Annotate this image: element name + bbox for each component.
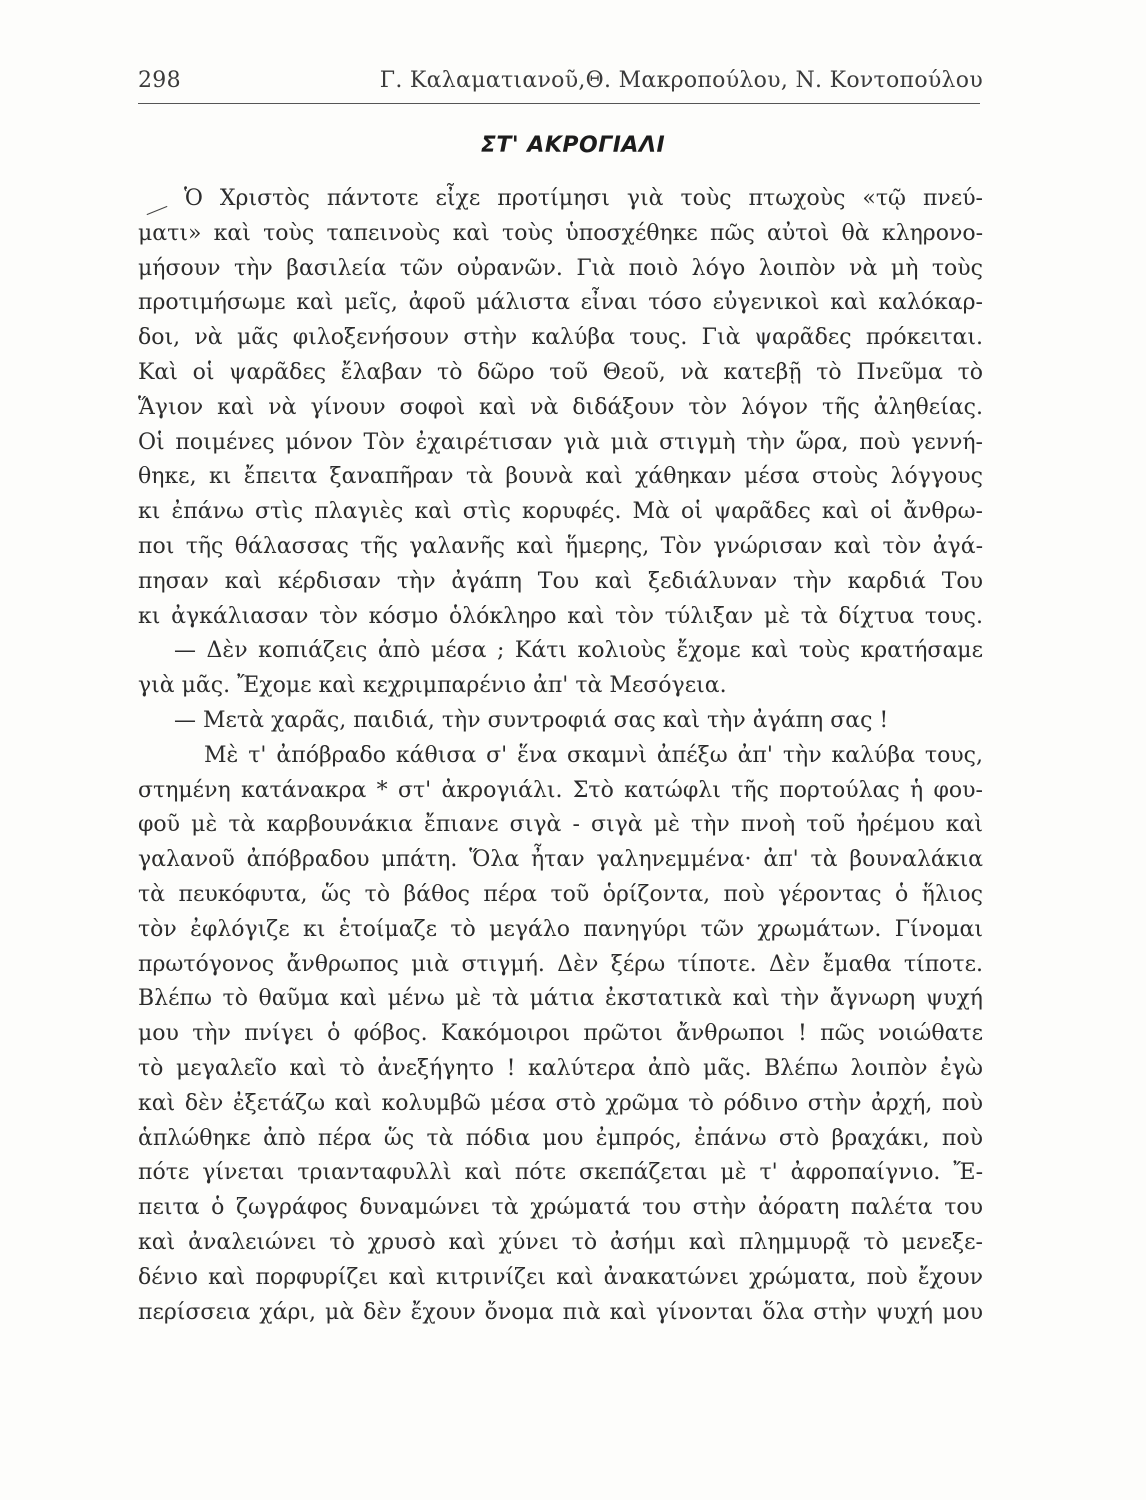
text-line: πρωτόγονος ἄνθρωπος μιὰ στιγμή. Δὲν ξέρω τίποτε. Δὲν ἔμαθα τίποτε. <box>138 951 983 977</box>
page-header <box>138 68 983 100</box>
text-line: περίσσεια χάρι, μὰ δὲν ἔχουν ὄνομα πιὰ καὶ γίνονται ὅλα στὴν ψυχή μου <box>138 1299 983 1325</box>
text-line: πότε γίνεται τριανταφυλλὶ καὶ πότε σκεπάζεται μὲ τ' ἀφροπαίγνιο. Ἔ- <box>138 1160 983 1186</box>
body-text <box>138 182 983 1330</box>
text-line: γαλανοῦ ἀπόβραδου μπάτη. Ὅλα ἦταν γαληνεμμένα· ἀπ' τὰ βουναλάκια <box>138 847 983 873</box>
text-line: τὰ πευκόφυτα, ὥς τὸ βάθος πέρα τοῦ ὁρίζοντα, ποὺ γέροντας ὁ ἥλιος <box>138 881 983 907</box>
text-line: Ἅγιον καὶ νὰ γίνουν σοφοὶ καὶ νὰ διδάξουν τὸν λόγον τῆς ἀληθείας. <box>138 394 983 420</box>
text-line: μου τὴν πνίγει ὁ φόβος. Κακόμοιροι πρῶτοι ἄνθρωποι ! πῶς νοιώθατε <box>138 1021 983 1047</box>
page-number: 298 <box>138 68 181 93</box>
text-line: Ὁ Χριστὸς πάντοτε εἶχε προτίμησι γιὰ τοὺς πτωχοὺς «τῷ πνεύ- <box>184 186 983 211</box>
text-line: ποι τῆς θάλασσας τῆς γαλανῆς καὶ ἥμερης, Τὸν γνώρισαν καὶ τὸν ἀγά- <box>138 533 983 559</box>
chapter-title: ΣΤ' ΑΚΡΟΓΙΑΛΙ <box>480 133 666 158</box>
text-line: Καὶ οἱ ψαρᾶδες ἔλαβαν τὸ δῶρο τοῦ Θεοῦ, νὰ κατεβῇ τὸ Πνεῦμα τὸ <box>138 359 983 385</box>
text-line: Οἱ ποιμένες μόνον Τὸν ἐχαιρέτισαν γιὰ μιὰ στιγμὴ τὴν ὥρα, ποὺ γεννή- <box>138 429 983 455</box>
text-line: φοῦ μὲ τὰ καρβουνάκια ἔπιανε σιγὰ - σιγὰ μὲ τὴν πνοὴ τοῦ ἠρέμου καὶ <box>138 812 983 838</box>
text-line: κι ἐπάνω στὶς πλαγιὲς καὶ στὶς κορυφές. Μὰ οἱ ψαρᾶδες καὶ οἱ ἄνθρω- <box>138 499 983 525</box>
text-line: τὸν ἐφλόγιζε κι ἑτοίμαζε τὸ μεγάλο πανηγύρι τῶν χρωμάτων. Γίνομαι <box>138 916 983 942</box>
header-rule <box>138 103 980 104</box>
text-line: — Δὲν κοπιάζεις ἀπὸ μέσα ; Κάτι κολιοὺς ἔχομε καὶ τοὺς κρατήσαμε <box>174 638 983 664</box>
text-line: ματι» καὶ τοὺς ταπεινοὺς καὶ τοὺς ὑποσχέθηκε πῶς αὐτοὶ θὰ κληρονο- <box>138 220 983 246</box>
text-line: πησαν καὶ κέρδισαν τὴν ἀγάπη Του καὶ ξεδιάλυναν τὴν καρδιά Του <box>138 568 983 594</box>
running-head: Γ. Καλαματιανοῦ,Θ. Μακροπούλου, Ν. Κοντοπούλου <box>379 68 983 93</box>
text-line: τὸ μεγαλεῖο καὶ τὸ ἀνεξήγητο ! καλύτερα ἀπὸ μᾶς. Βλέπω λοιπὸν ἐγὼ <box>138 1055 983 1081</box>
text-line: γιὰ μᾶς. Ἔχομε καὶ κεχριμπαρένιο ἀπ' τὰ Μεσόγεια. <box>138 673 727 699</box>
text-line: πειτα ὁ ζωγράφος δυναμώνει τὰ χρώματά του στὴν ἀόρατη παλέτα του <box>138 1195 983 1221</box>
text-line: καὶ ἀναλειώνει τὸ χρυσὸ καὶ χύνει τὸ ἀσήμι καὶ πλημμυρᾷ τὸ μενεξε- <box>138 1229 983 1255</box>
text-line: — Μετὰ χαρᾶς, παιδιά, τὴν συντροφιά σας καὶ τὴν ἀγάπη σας ! <box>174 707 889 733</box>
text-line: δένιο καὶ πορφυρίζει καὶ κιτρινίζει καὶ ἀνακατώνει χρώματα, ποὺ ἔχουν <box>138 1264 983 1290</box>
text-line: Βλέπω τὸ θαῦμα καὶ μένω μὲ τὰ μάτια ἐκστατικὰ καὶ τὴν ἄγνωρη ψυχή <box>138 986 983 1012</box>
text-line: δοι, νὰ μᾶς φιλοξενήσουν στὴν καλύβα τους. Γιὰ ψαρᾶδες πρόκειται. <box>138 325 983 351</box>
text-line: κι ἀγκάλιασαν τὸν κόσμο ὁλόκληρο καὶ τὸν τύλιξαν μὲ τὰ δίχτυα τους. <box>138 603 983 629</box>
text-line: προτιμήσωμε καὶ μεῖς, ἀφοῦ μάλιστα εἶναι τόσο εὐγενικοὶ καὶ καλόκαρ- <box>138 290 983 316</box>
text-line: Μὲ τ' ἀπόβραδο κάθισα σ' ἕνα σκαμνὶ ἀπέξω ἀπ' τὴν καλύβα τους, <box>204 742 983 768</box>
text-line: ἁπλώθηκε ἀπὸ πέρα ὥς τὰ πόδια μου ἐμπρός, ἐπάνω στὸ βραχάκι, ποὺ <box>138 1125 983 1151</box>
text-line: στημένη κατάνακρα * στ' ἀκρογιάλι. Στὸ κατώφλι τῆς πορτούλας ἡ φου- <box>138 777 983 803</box>
text-line: μήσουν τὴν βασιλεία τῶν οὐρανῶν. Γιὰ ποιὸ λόγο λοιπὸν νὰ μὴ τοὺς <box>138 255 983 281</box>
text-line: θηκε, κι ἔπειτα ξαναπῆραν τὰ βουνὰ καὶ χάθηκαν μέσα στοὺς λόγγους <box>138 464 983 490</box>
text-line: καὶ δὲν ἐξετάζω καὶ κολυμβῶ μέσα στὸ χρῶμα τὸ ρόδινο στὴν ἀρχή, ποὺ <box>138 1090 983 1116</box>
